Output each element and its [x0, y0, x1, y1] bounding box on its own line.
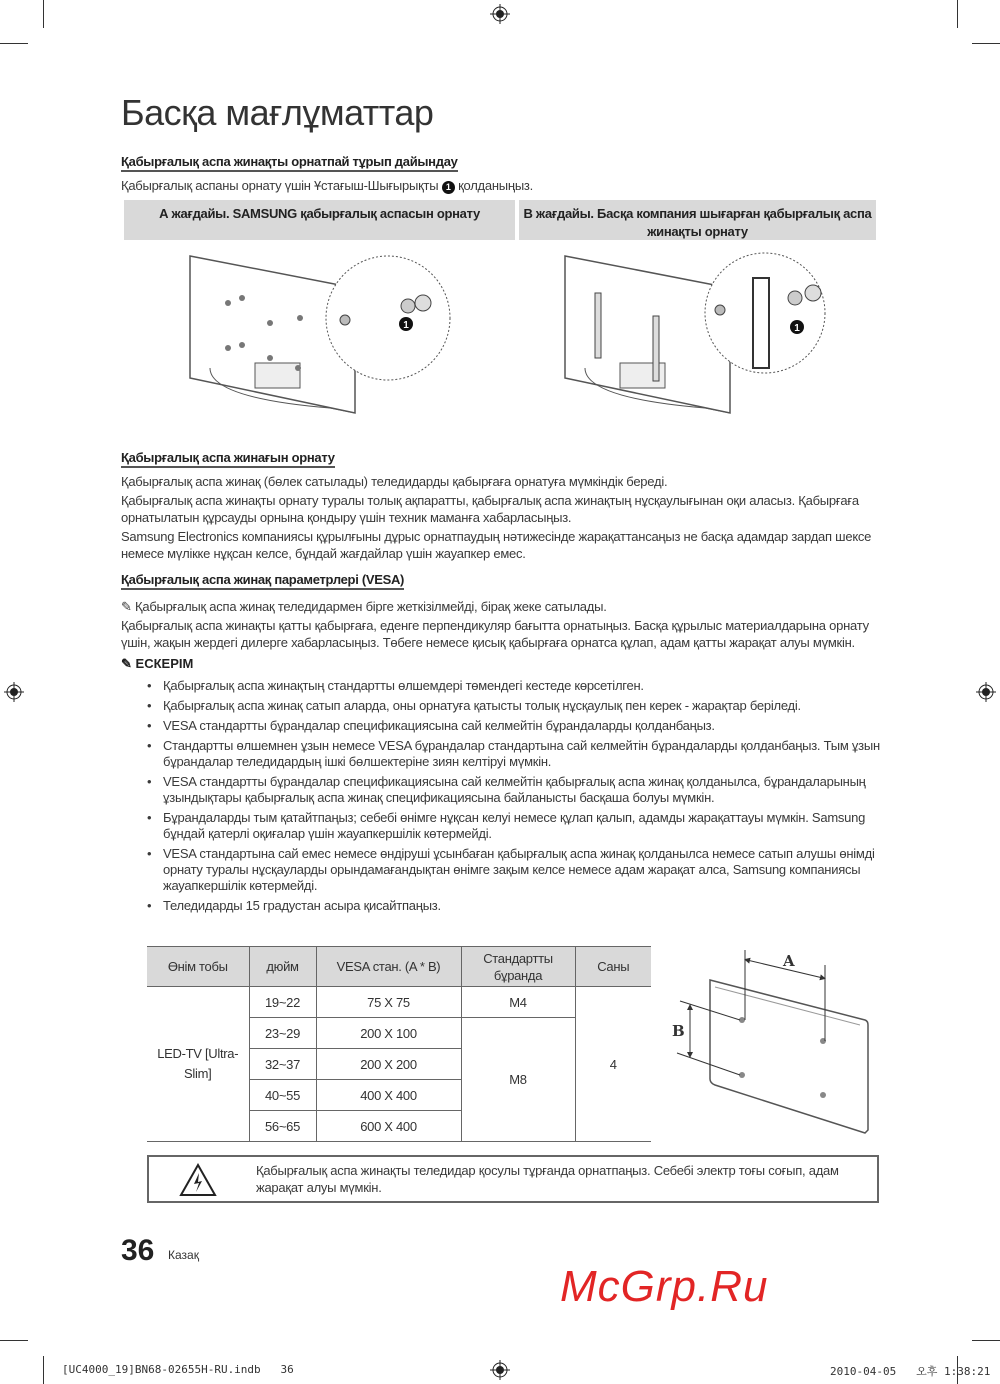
size-cell: 23~29	[249, 1018, 316, 1049]
vesa-cell: 600 X 400	[316, 1111, 461, 1142]
column-header: Стандартты бұранда	[461, 947, 575, 987]
footer-date: 2010-04-05 오후 1:38:21	[830, 1365, 991, 1378]
case-b-illustration	[555, 248, 835, 418]
dimension-b-label: B	[672, 1022, 685, 1040]
footer-file: [UC4000_19]BN68-02655H-RU.indb 36	[62, 1363, 294, 1376]
watermark: McGrp.Ru	[560, 1262, 769, 1311]
section-text	[121, 177, 881, 194]
section-heading: Қабырғалық аспа жинағын орнату	[121, 450, 335, 468]
list-item: • Бұрандаларды тым қатайтпаңыз; себебі өнімге нұқсан келуі немесе құлап қалып, адамды жарақаттауы мүмкін. Samsung бұндай қатерлі оқиғалар үшін жауапкершілік көтермейді.	[147, 810, 882, 842]
page-language: Казақ	[168, 1248, 199, 1262]
column-header: Өнім тобы	[147, 947, 249, 987]
crop-mark	[43, 0, 44, 28]
case-a-illustration	[180, 248, 460, 418]
screw-cell: M4	[461, 987, 575, 1018]
crop-mark	[957, 0, 958, 28]
table-row	[147, 987, 651, 1018]
pencil-note-icon: ✎	[121, 656, 132, 671]
page-title: Басқа мағлұматтар	[121, 92, 434, 133]
marker-1-icon: 1	[442, 181, 455, 194]
size-cell: 19~22	[249, 987, 316, 1018]
column-header: дюйм	[249, 947, 316, 987]
section-install	[121, 449, 881, 562]
section-vesa	[121, 571, 882, 918]
column-header: VESA стан. (A * B)	[316, 947, 461, 987]
vesa-table	[147, 946, 651, 1142]
column-header: Саны	[575, 947, 651, 987]
text: Қабырғалық аспа жинақ теледидармен бірге жеткізілмейді, бірақ жеке сатылады.	[135, 599, 607, 614]
warning-text: Қабырғалық аспа жинақты теледидар қосулы тұрғанда орнатпаңыз. Себебі электр тоғы соғып, адам жарақат алуы мүмкін.	[256, 1163, 839, 1195]
list-item: • VESA стандартына сай емес немесе өндіруші ұсынбаған қабырғалық аспа жинақ қолданылса немесе сатып алушы өнімді орнату туралы нұсқауларды орындамағандықтан өнімге зақым келсе немесе адам жарақат алса, Samsung компаниясы жауапкершілік көтермейді.	[147, 846, 882, 894]
pencil-note-icon: ✎	[121, 599, 132, 614]
vesa-cell: 400 X 400	[316, 1080, 461, 1111]
case-a-header: А жағдайы. SAMSUNG қабырғалық аспасын орнату	[124, 200, 515, 240]
registration-mark-icon	[490, 1360, 510, 1380]
text: Қабырғалық аспаны орнату үшін Ұстағыш-Шығырықты	[121, 178, 439, 193]
text: қолданыңыз.	[458, 178, 533, 193]
paragraph: Samsung Electronics компаниясы құрылғыны дұрыс орнатпаудың нәтижесінде жарақаттансаңыз не басқа адамдар зардап шексе немесе мүлікке нұқсан келсе, бұндай жағдайлар үшін жауапкер емес.	[121, 529, 872, 561]
section-heading: Қабырғалық аспа жинақты орнатпай тұрып дайындау	[121, 154, 458, 172]
dimension-a-label: A	[783, 952, 795, 970]
list-item: • VESA стандартты бұрандалар спецификациясына сай келмейтін қабырғалық аспа жинақ қолданылса, бұрандаларының ұзындықтары қабырғалық аспа жинақ спецификациясына байланысты басқаша болуы мүмкін.	[147, 774, 882, 806]
registration-mark-icon	[976, 682, 996, 702]
paragraph: Қабырғалық аспа жинақ (бөлек сатылады) теледидарды қабырғаға орнатуға мүмкіндік береді.	[121, 474, 668, 489]
table-header-row	[147, 947, 651, 987]
crop-mark	[0, 43, 28, 44]
note-label: ✎ ЕСКЕРІМ	[121, 656, 194, 671]
svg-text:1: 1	[403, 320, 409, 331]
crop-mark	[43, 1356, 44, 1384]
note-list	[147, 678, 882, 914]
list-item: • Теледидарды 15 градустан асыра қисайтпаңыз.	[147, 898, 882, 914]
case-b-header: В жағдайы. Басқа компания шығарған қабырғалық аспа жинақты орнату	[519, 200, 876, 240]
vesa-cell: 75 X 75	[316, 987, 461, 1018]
size-cell: 40~55	[249, 1080, 316, 1111]
list-item: • Қабырғалық аспа жинақ сатып аларда, оны орнатуға қатысты толық нұсқаулық пен керек - жарақтар беріледі.	[147, 698, 882, 714]
size-cell: 32~37	[249, 1049, 316, 1080]
paragraph: Қабырғалық аспа жинақты қатты қабырғаға, еденге перпендикуляр бағытта орнатыңыз. Басқа құрылыс материалдарына орнату үшін, жақын жердегі дилерге хабарласыңыз. Төбеге немесе қисық қабырғаға орнатса құлап, адам қатты жарақат алуы мүмкін.	[121, 618, 869, 650]
list-item: • Стандартты өлшемнен ұзын немесе VESA бұрандалар стандартына сай келмейтін бұрандаларды қолданбаңыз. Тым ұзын бұрандалар теледидардың ішкі бөлшектеріне зиян келтіруі мүмкін.	[147, 738, 882, 770]
section-prepare	[121, 153, 881, 194]
list-item: • VESA стандартты бұрандалар спецификациясына сай келмейтін бұрандаларды қолданбаңыз.	[147, 718, 882, 734]
vesa-cell: 200 X 100	[316, 1018, 461, 1049]
vesa-cell: 200 X 200	[316, 1049, 461, 1080]
warning-box	[147, 1155, 879, 1203]
product-cell: LED-TV [Ultra-Slim]	[147, 987, 249, 1142]
paragraph: Қабырғалық аспа жинақты орнату туралы толық ақпаратты, қабырғалық аспа жинақтың нұсқаулығынан оқи аласыз. Қабырғаға орнатылатын құрсауды орнына қондыру үшін техник маманға хабарласыңыз.	[121, 493, 859, 525]
list-item: • Қабырғалық аспа жинақтың стандартты өлшемдері төмендегі кестеде көрсетілген.	[147, 678, 882, 694]
note-line	[121, 598, 881, 615]
crop-mark	[0, 1340, 28, 1341]
page-number: 36	[121, 1234, 155, 1267]
electric-warning-icon	[179, 1163, 217, 1197]
size-cell: 56~65	[249, 1111, 316, 1142]
registration-mark-icon	[4, 682, 24, 702]
registration-mark-icon	[490, 4, 510, 24]
section-heading: Қабырғалық аспа жинақ параметрлері (VESA)	[121, 572, 404, 590]
svg-text:1: 1	[794, 323, 800, 334]
vesa-diagram	[660, 945, 880, 1135]
screw-cell: M8	[461, 1018, 575, 1142]
crop-mark	[972, 1340, 1000, 1341]
crop-mark	[972, 43, 1000, 44]
quantity-cell: 4	[575, 987, 651, 1142]
